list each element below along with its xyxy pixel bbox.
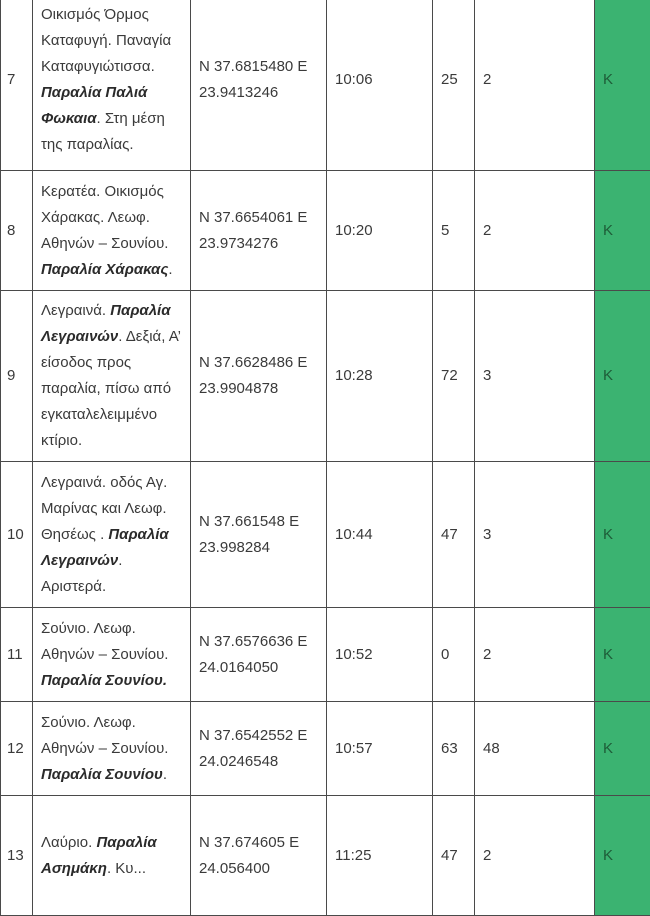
status-cell: K (595, 171, 650, 291)
value-1: 25 (433, 0, 475, 171)
location-description: Σούνιο. Λεωφ. Αθηνών – Σουνίου. Παραλία Σουνίου. (33, 702, 191, 796)
coordinates: N 37.6542552 E 24.0246548 (191, 702, 327, 796)
table-row (1, 796, 650, 916)
location-description: Οικισμός Όρμος Καταφυγή. Παναγία Καταφυγιώτισσα. Παραλία Παλιά Φωκαια. Στη μέση της παραλίας. (33, 0, 191, 171)
row-number: 10 (1, 462, 33, 608)
status-cell: K (595, 462, 650, 608)
table-row (1, 171, 650, 291)
value-1: 63 (433, 702, 475, 796)
value-2: 48 (475, 702, 595, 796)
value-2: 3 (475, 462, 595, 608)
value-2: 3 (475, 291, 595, 462)
value-2: 2 (475, 608, 595, 702)
status-cell: K (595, 796, 650, 916)
value-1: 72 (433, 291, 475, 462)
value-1: 47 (433, 462, 475, 608)
coordinates: N 37.674605 E 24.056400 (191, 796, 327, 916)
value-1: 47 (433, 796, 475, 916)
row-number: 12 (1, 702, 33, 796)
row-number: 9 (1, 291, 33, 462)
coordinates: N 37.661548 E 23.998284 (191, 462, 327, 608)
coordinates: N 37.6815480 E 23.9413246 (191, 0, 327, 171)
table-row (1, 291, 650, 462)
location-description: Λεγραινά. Παραλία Λεγραινών. Δεξιά, Α’ είσοδος προς παραλία, πίσω από εγκαταλελειμμένο κτίριο. (33, 291, 191, 462)
value-2: 2 (475, 796, 595, 916)
value-1: 0 (433, 608, 475, 702)
row-number: 8 (1, 171, 33, 291)
status-cell: K (595, 0, 650, 171)
status-cell: K (595, 702, 650, 796)
time: 10:06 (327, 0, 433, 171)
time: 10:52 (327, 608, 433, 702)
table-row (1, 462, 650, 608)
status-cell: K (595, 291, 650, 462)
value-2: 2 (475, 171, 595, 291)
row-number: 7 (1, 0, 33, 171)
coordinates: N 37.6576636 E 24.0164050 (191, 608, 327, 702)
time: 10:20 (327, 171, 433, 291)
value-2: 2 (475, 0, 595, 171)
value-1: 5 (433, 171, 475, 291)
time: 10:57 (327, 702, 433, 796)
status-cell: K (595, 608, 650, 702)
location-description: Λεγραινά. οδός Αγ. Μαρίνας και Λεωφ. Θησέως . Παραλία Λεγραινών. Αριστερά. (33, 462, 191, 608)
time: 11:25 (327, 796, 433, 916)
row-number: 11 (1, 608, 33, 702)
location-description: Κερατέα. Οικισμός Χάρακας. Λεωφ. Αθηνών – Σουνίου. Παραλία Χάρακας. (33, 171, 191, 291)
table-row (1, 608, 650, 702)
coordinates: N 37.6628486 E 23.9904878 (191, 291, 327, 462)
row-number: 13 (1, 796, 33, 916)
table-row (1, 0, 650, 171)
time: 10:28 (327, 291, 433, 462)
table-row (1, 702, 650, 796)
location-description: Σούνιο. Λεωφ. Αθηνών – Σουνίου. Παραλία Σουνίου. (33, 608, 191, 702)
coordinates: N 37.6654061 E 23.9734276 (191, 171, 327, 291)
location-description: Λαύριο. Παραλία Ασημάκη. Κυ... (33, 796, 191, 916)
time: 10:44 (327, 462, 433, 608)
